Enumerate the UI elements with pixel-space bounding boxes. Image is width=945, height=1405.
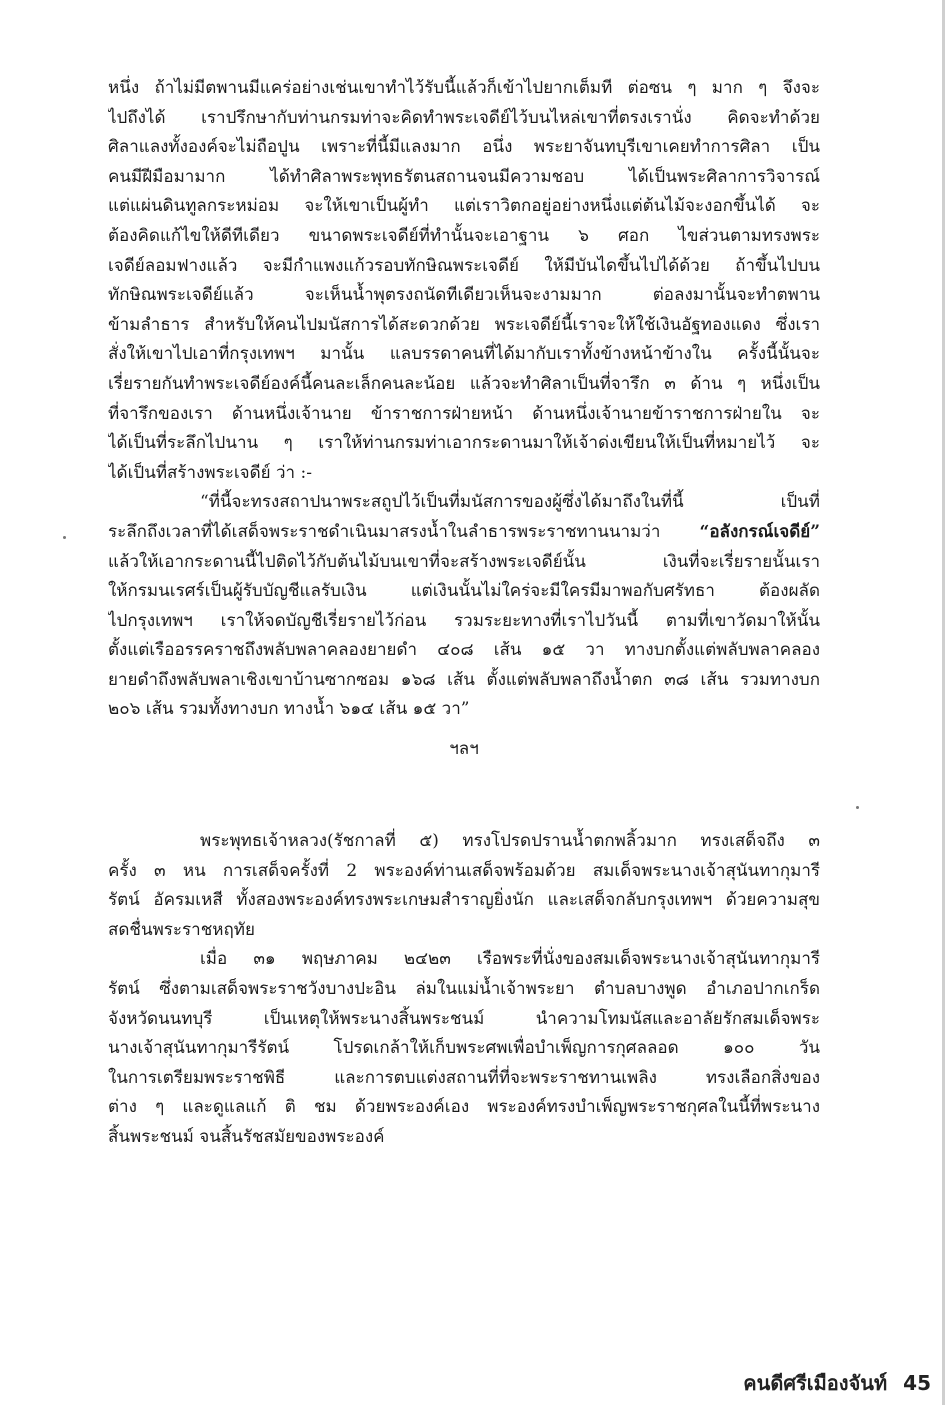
text-line: ต่าง ๆ และดูแลแก้ ติ ชม ด้วยพระองค์เอง พระองค์ทรงบำเพ็ญพระราชกุศลในนี้ที่พระนาง	[108, 1097, 820, 1118]
omission-mark: ฯลฯ	[449, 739, 479, 760]
text-line: ตั้งแต่เรืออรรคราชถึงพลับพลาคลองยายดำ ๔๐๘ เส้น ๑๕ วา ทางบกตั้งแต่พลับพลาคลอง	[108, 640, 820, 661]
page-footer	[743, 1367, 931, 1399]
text-line: รัตน์ อัครมเหสี ทั้งสองพระองค์ทรงพระเกษมสำราญยิ่งนัก และเสด็จกลับกรุงเทพฯ ด้วยความสุข	[108, 890, 820, 911]
text-line: สดชื่นพระราชหฤทัย	[108, 919, 255, 940]
text-line: สั่งให้เขาไปเอาที่กรุงเทพฯ มานั้น แลบรรดาคนที่ได้มากับเราทั้งข้างหน้าข้างใน ครั้งนี้นั้นจะ	[108, 344, 820, 365]
text-line: ในการเตรียมพระราชพิธี และการตบแต่งสถานที่ที่จะพระราชทานเพลิง ทรงเลือกสิ่งของ	[108, 1067, 820, 1088]
text-line: “ที่นี้จะทรงสถาปนาพระสถูปไว้เป็นที่มนัสการของผู้ซึ่งได้มาถึงในที่นี้ เป็นที่	[200, 492, 820, 513]
text-line	[108, 518, 820, 548]
text-line: ๒๐๖ เส้น รวมทั้งทางบก ทางน้ำ ๖๑๔ เส้น ๑๕ วา”	[108, 699, 470, 720]
text-line: ต้องคิดแก้ไขให้ดีทีเดียว ขนาดพระเจดีย์ที่ทำนั้นจะเอาฐาน ๖ ศอก ไขส่วนตามทรงพระ	[108, 225, 820, 246]
text-line: ยายดำถึงพลับพลาเชิงเขาบ้านซากซอม ๑๖๘ เส้น ตั้งแต่พลับพลาถึงน้ำตก ๓๘ เส้น รวมทางบก	[108, 669, 820, 690]
text-line: นางเจ้าสุนันทากุมารีรัตน์ โปรดเกล้าให้เก็บพระศพเพื่อบำเพ็ญการกุศลลอด ๑๐๐ วัน	[108, 1038, 820, 1059]
paragraph-2-quote	[108, 488, 820, 725]
text-line: สิ้นพระชนม์ จนสิ้นรัชสมัยของพระองค์	[108, 1127, 385, 1147]
text-line: เรี่ยรายกันทำพระเจดีย์องค์นี้คนละเล็กคนละน้อย แล้วจะทำศิลาเป็นที่จารึก ๓ ด้าน ๆ หนึ่งเป็น	[108, 373, 820, 394]
text-segment: ระลึกถึงเวลาที่ได้เสด็จพระราชดำเนินมาสรงน้ำในลำธารพระราชทานนามว่า	[108, 521, 700, 542]
text-line: ที่จารึกของเรา ด้านหนึ่งเจ้านาย ข้าราชการฝ่ายหน้า ด้านหนึ่งเจ้านายข้าราชการฝ่ายใน จะ	[108, 403, 820, 424]
text-line: ข้ามลำธาร สำหรับให้คนไปมนัสการได้สะดวกด้วย พระเจดีย์นี้เราจะให้ใช้เงินอัฐทองแดง ซึ่งเรา	[108, 314, 820, 335]
paragraph-1	[108, 74, 820, 488]
paragraph-3	[108, 827, 820, 945]
scan-speck	[856, 806, 859, 809]
text-line: ให้กรมนเรศร์เป็นผู้รับบัญชีแลรับเงิน แต่เงินนั้นไม่ใคร่จะมีใครมีมาพอกับศรัทธา ต้องผลัด	[108, 581, 820, 602]
publication-title: คนดีศรีเมืองจันท์	[743, 1371, 888, 1395]
text-line: จังหวัดนนทบุรี เป็นเหตุให้พระนางสิ้นพระชนม์ นำความโทมนัสและอาลัยรักสมเด็จพระ	[108, 1008, 820, 1029]
text-line: ครั้ง ๓ หน การเสด็จครั้งที่ 2 พระองค์ท่านเสด็จพร้อมด้วย สมเด็จพระนางเจ้าสุนันทากุมารี	[108, 860, 820, 881]
text-line: ได้เป็นที่สร้างพระเจดีย์ ว่า :-	[108, 462, 312, 483]
text-line: เมื่อ ๓๑ พฤษภาคม ๒๔๒๓ เรือพระที่นั่งของสมเด็จพระนางเจ้าสุนันทากุมารี	[200, 949, 820, 970]
text-line: รัตน์ ซึ่งตามเสด็จพระราชวังบางปะอิน ล่มในแม่น้ำเจ้าพระยา ตำบลบางพูด อำเภอปากเกร็ด	[108, 979, 820, 1000]
text-line: หนึ่ง ถ้าไม่มีตพานมีแคร่อย่างเช่นเขาทำไว้รับนี้แล้วก็เข้าไปยากเต็มที ต่อซน ๆ มาก ๆ จึงจะ	[108, 78, 820, 98]
chedi-name-bold: “อลังกรณ์เจดีย์”	[699, 521, 820, 542]
text-line: แล้วให้เอากระดานนี้ไปติดไว้กับต้นไม้บนเขาที่จะสร้างพระเจดีย์นั้น เงินที่จะเรี่ยรายนั้นเรา	[108, 551, 820, 572]
page-number: 45	[903, 1371, 931, 1395]
text-line: เจดีย์ลอมฟางแล้ว จะมีกำแพงแก้วรอบทักษิณพระเจดีย์ ให้มีบันไดขึ้นไปได้ด้วย ถ้าขึ้นไปบน	[108, 255, 820, 276]
text-line: ไปกรุงเทพฯ เราให้จดบัญชีเรี่ยรายไว้ก่อน รวมระยะทางที่เราไปวันนี้ ตามที่เขาวัดมาให้นั้น	[108, 610, 820, 631]
text-line: ไปถึงได้ เราปรึกษากับท่านกรมท่าจะคิดทำพระเจดีย์ไว้บนไหล่เขาที่ตรงเรานั่ง คิดจะทำด้วย	[108, 107, 820, 128]
text-line: แต่แผ่นดินทูลกระหม่อม จะให้เขาเป็นผู้ทำ แต่เราวิตกอยู่อย่างหนึ่งแต่ต้นไม้จะงอกขึ้นได้ จะ	[108, 196, 820, 217]
paragraph-4	[108, 945, 820, 1152]
text-line: ทักษิณพระเจดีย์แล้ว จะเห็นน้ำพุตรงถนัดทีเดียวเห็นจะงามมาก ต่อลงมานั้นจะทำตพาน	[108, 285, 820, 306]
text-line: ได้เป็นที่ระลึกไปนาน ๆ เราให้ท่านกรมท่าเอากระดานมาให้เจ้าด่งเขียนให้เป็นที่หมายไว้ จะ	[108, 433, 820, 454]
text-line: พระพุทธเจ้าหลวง(รัชกาลที่ ๕) ทรงโปรดปรานน้ำตกพลิ้วมาก ทรงเสด็จถึง ๓	[200, 831, 820, 852]
scan-speck	[63, 536, 66, 539]
text-line: ศิลาแลงทั้งองค์จะไม่ถือปูน เพราะที่นี้มีแลงมาก อนึ่ง พระยาจันทบุรีเขาเคยทำการศิลา เป็น	[108, 137, 820, 158]
body-text	[108, 74, 820, 1153]
text-line: คนมีฝีมือมามาก ได้ทำศิลาพระพุทธรัตนสถานจนมีความชอบ ได้เป็นพระศิลาการวิจารณ์	[108, 166, 820, 187]
